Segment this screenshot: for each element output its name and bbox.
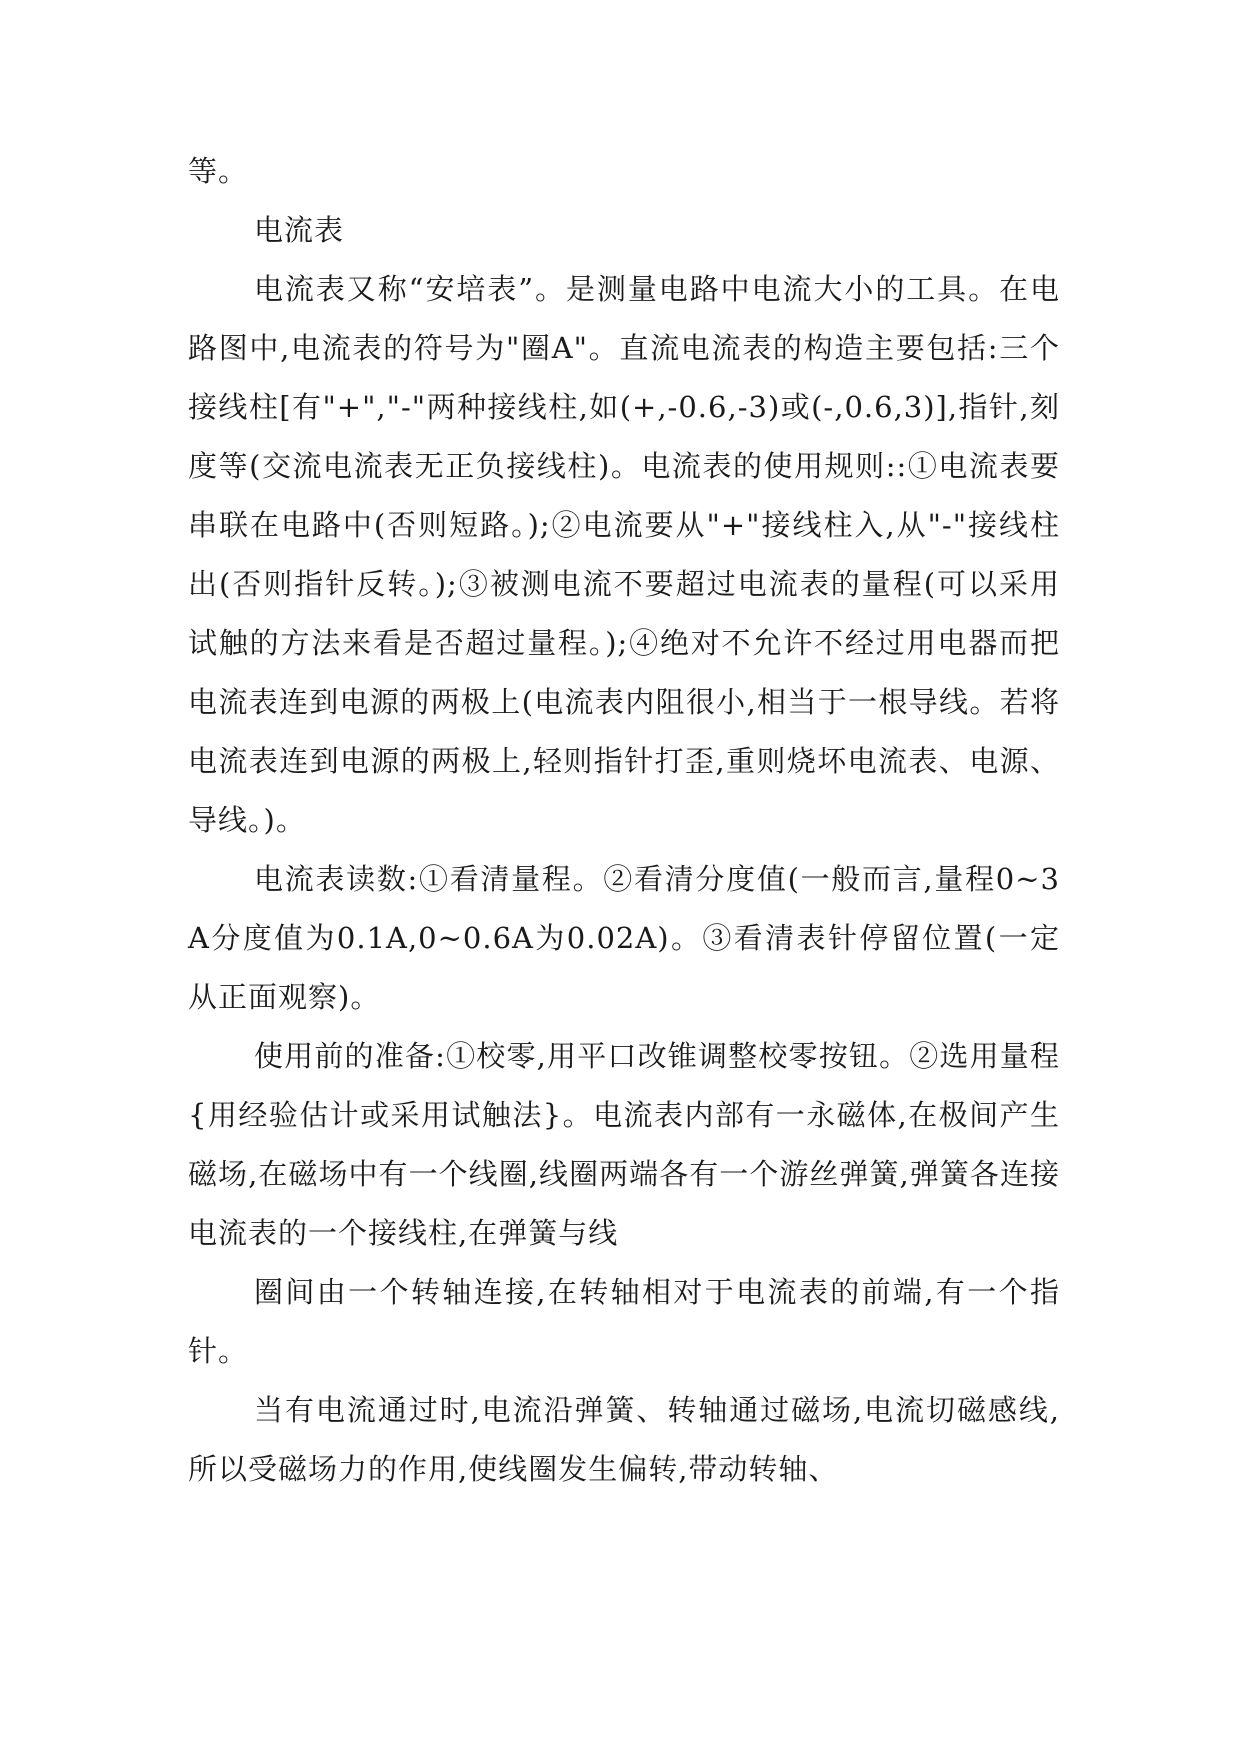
paragraph-preparation: 使用前的准备:①校零,用平口改锥调整校零按钮。②选用量程{用经验估计或采用试触法}。电流表内部有一永磁体,在极间产生磁场,在磁场中有一个线圈,线圈两端各有一个游丝弹簧,弹簧各连接电流表的一个接线柱,在弹簧与线 bbox=[188, 1039, 1060, 1250]
document-page bbox=[188, 142, 1060, 1499]
paragraph-continuation: 等。 bbox=[188, 154, 249, 188]
paragraph-ammeter-definition: 电流表又称“安培表”。是测量电路中电流大小的工具。在电路图中,电流表的符号为"圈A"。直流电流表的构造主要包括:三个接线柱[有"+","-"两种接线柱,如(+,-0.6,-3)或(-,0.6,3)],指针,刻度等(交流电流表无正负接线柱)。电流表的使用规则::①电流表要串联在电路中(否则短路。);②电流要从"+"接线柱入,从"-"接线柱出(否则指针反转。);③被测电流不要超过电流表的量程(可以采用试触的方法来看是否超过量程。);④绝对不允许不经过用电器而把电流表连到电源的两极上(电流表内阻很小,相当于一根导线。若将电流表连到电源的两极上,轻则指针打歪,重则烧坏电流表、电源、导线。)。 bbox=[188, 272, 1060, 837]
paragraph-pivot: 圈间由一个转轴连接,在转轴相对于电流表的前端,有一个指针。 bbox=[188, 1275, 1060, 1368]
section-heading-ammeter: 电流表 bbox=[254, 213, 345, 247]
paragraph-current-flow: 当有电流通过时,电流沿弹簧、转轴通过磁场,电流切磁感线,所以受磁场力的作用,使线圈发生偏转,带动转轴、 bbox=[188, 1393, 1060, 1486]
paragraph-ammeter-reading: 电流表读数:①看清量程。②看清分度值(一般而言,量程0~3A分度值为0.1A,0~0.6A为0.02A)。③看清表针停留位置(一定从正面观察)。 bbox=[188, 862, 1060, 1014]
